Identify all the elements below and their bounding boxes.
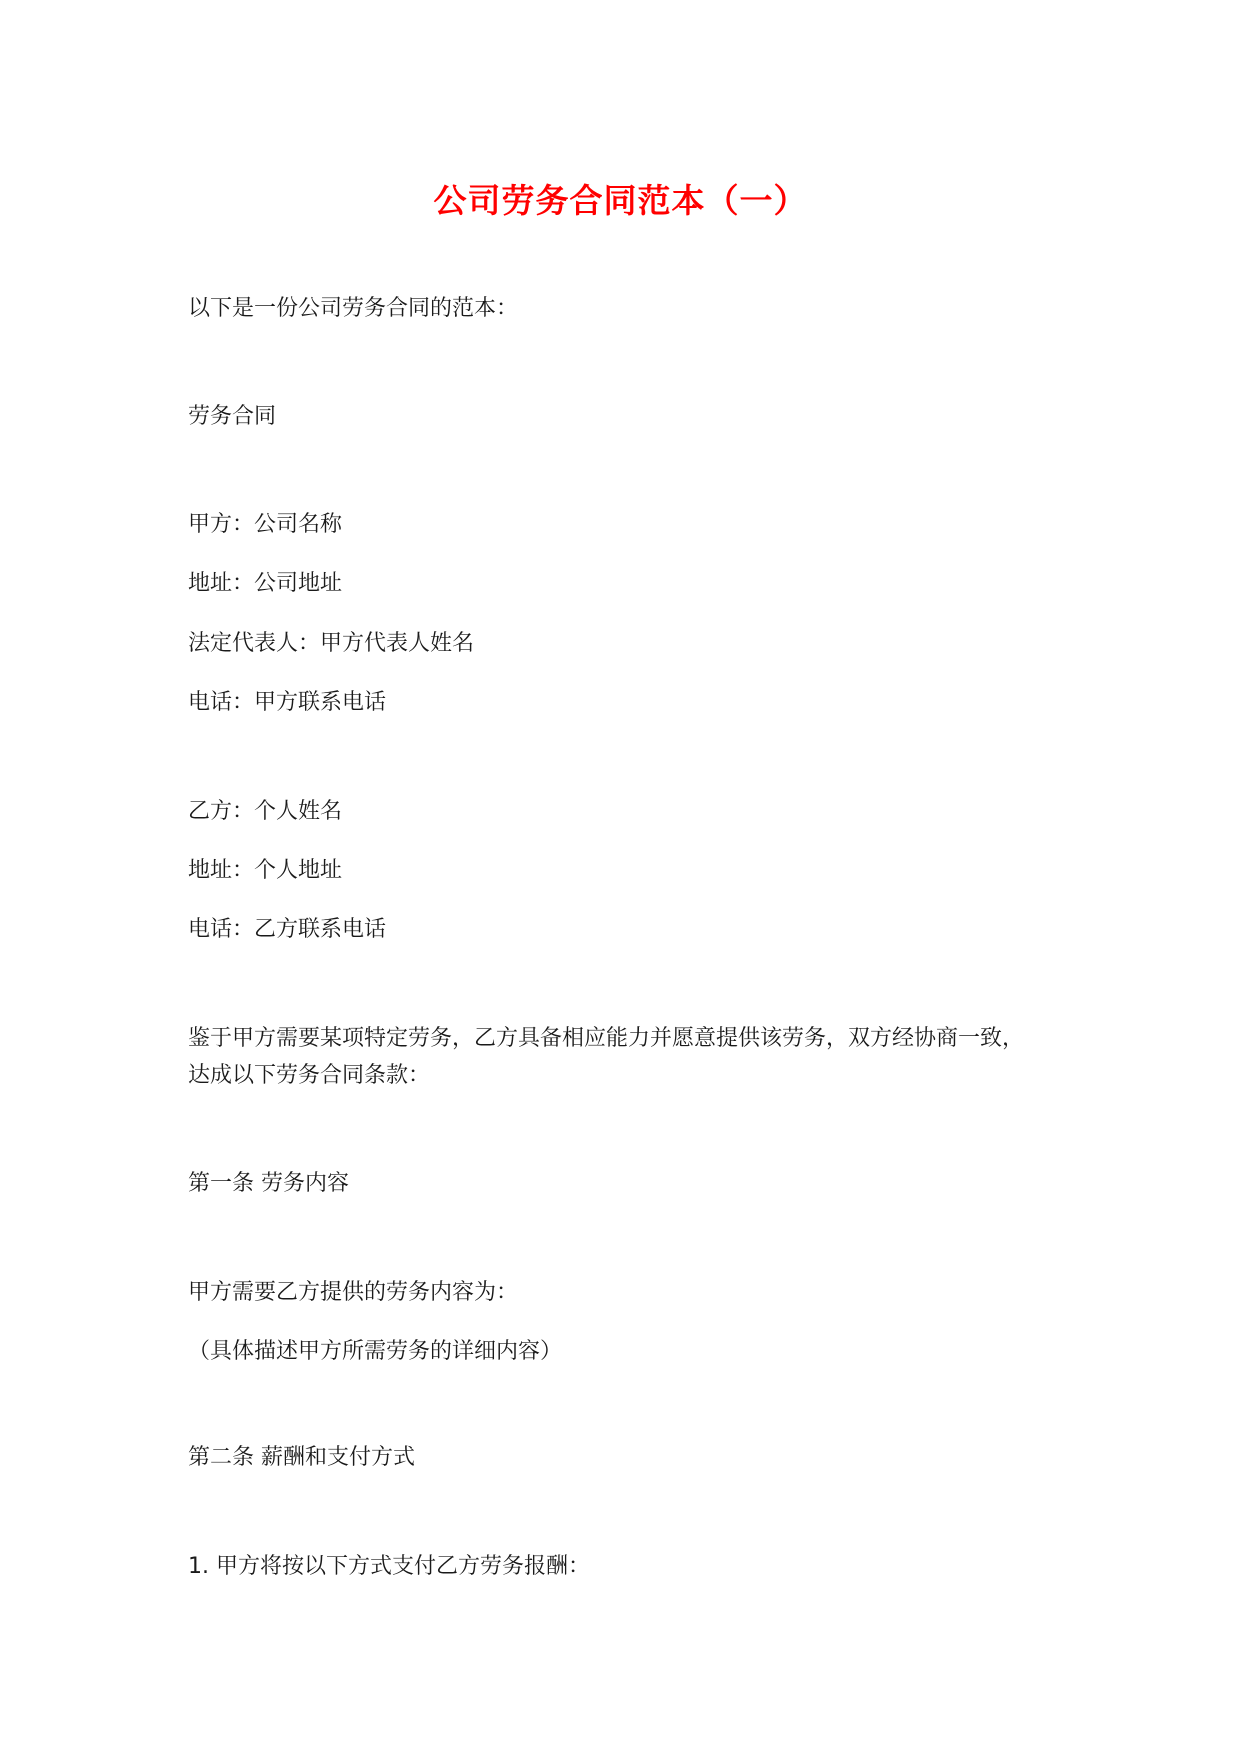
preamble-line-1: 鉴于甲方需要某项特定劳务，乙方具备相应能力并愿意提供该劳务，双方经协商一致，: [188, 1026, 1025, 1051]
party-b-name: 乙方：个人姓名: [188, 799, 343, 824]
article-2-item-1: 1. 甲方将按以下方式支付乙方劳务报酬：: [188, 1554, 590, 1579]
party-a-address: 地址：公司地址: [188, 571, 343, 596]
article-1-heading: 第一条 劳务内容: [188, 1171, 349, 1196]
article-2-heading: 第二条 薪酬和支付方式: [188, 1445, 415, 1470]
article-1-text: 甲方需要乙方提供的劳务内容为：: [188, 1280, 519, 1305]
party-a-name: 甲方：公司名称: [188, 512, 343, 537]
party-b-address: 地址：个人地址: [188, 858, 343, 883]
contract-heading: 劳务合同: [188, 404, 277, 429]
party-b-phone: 电话：乙方联系电话: [188, 917, 387, 942]
article-1-detail: （具体描述甲方所需劳务的详细内容）: [188, 1339, 563, 1364]
document-title: 公司劳务合同范本（一）: [433, 181, 808, 220]
party-a-representative: 法定代表人：甲方代表人姓名: [188, 631, 475, 656]
party-a-phone: 电话：甲方联系电话: [188, 690, 387, 715]
preamble-line-2: 达成以下劳务合同条款：: [188, 1063, 431, 1088]
intro-text: 以下是一份公司劳务合同的范本：: [188, 296, 519, 321]
